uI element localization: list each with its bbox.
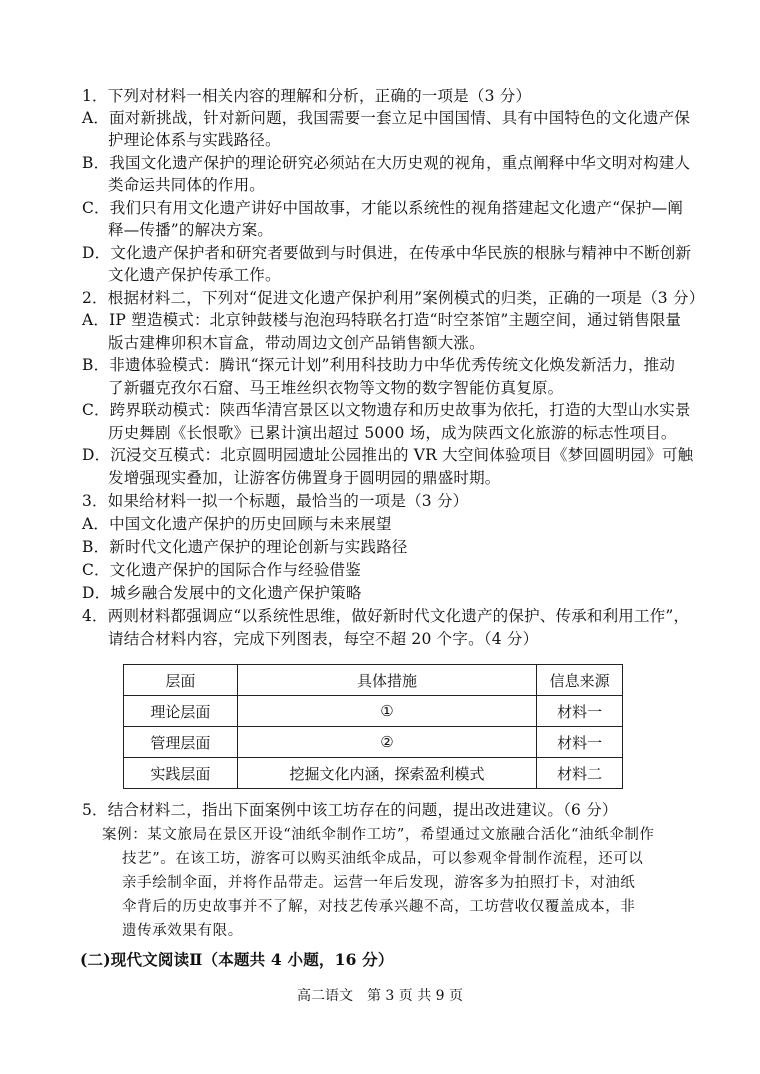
- q4-table: [123, 664, 623, 789]
- q1-option-b: B．我国文化遗产保护的理论研究必须站在大历史观的视角，重点阐释中华文明对构建人: [82, 154, 691, 172]
- table-header-cell: 信息来源: [537, 665, 623, 696]
- q2-option-d-cont: 发增强现实叠加，让游客仿佛置身于圆明园的鼎盛时期。: [108, 469, 501, 487]
- q3-option-b: B．新时代文化遗产保护的理论创新与实践路径: [82, 538, 408, 556]
- table-cell: 管理层面: [124, 727, 238, 758]
- q5-case-text: 案例：某文旅局在景区开设“油纸伞制作工坊”，希望通过文旅融合活化“油纸伞制作: [102, 827, 655, 843]
- table-header-row: [124, 665, 623, 696]
- q5-case-text-cont: 技艺”。在该工坊，游客可以购买油纸伞成品，可以参观伞骨制作流程，还可以: [122, 851, 644, 867]
- table-cell: 材料二: [537, 758, 623, 789]
- q2-option-a: A．IP 塑造模式：北京钟鼓楼与泡泡玛特联名打造“时空茶馆”主题空间，通过销售限量: [82, 311, 682, 329]
- q1-option-a: A．面对新挑战，针对新问题，我国需要一套立足中国国情、具有中国特色的文化遗产保: [82, 109, 690, 127]
- q1-option-c: C．我们只有用文化遗产讲好中国故事，才能以系统性的视角搭建起文化遗产“保护—阐: [82, 199, 684, 217]
- q5-case-text-cont: 亲手绘制伞面，并将作品带走。运营一年后发现，游客多为拍照打卡，对油纸: [122, 875, 636, 891]
- question-2-stem: 2．根据材料二，下列对“促进文化遗产保护利用”案例模式的归类，正确的一项是（3 分）: [82, 289, 705, 307]
- q2-option-d: D．沉浸交互模式：北京圆明园遗址公园推出的 VR 大空间体验项目《梦回圆明园》可触: [82, 446, 694, 464]
- question-4-stem-cont: 请结合材料内容，完成下列图表，每空不超 20 个字。（4 分）: [108, 630, 539, 648]
- table-cell: 实践层面: [124, 758, 238, 789]
- table-cell: 理论层面: [124, 696, 238, 727]
- table-cell: 挖掘文化内涵，探索盈利模式: [237, 758, 536, 789]
- q1-option-a-cont: 护理论体系与实践路径。: [108, 131, 281, 149]
- q1-option-c-cont: 释—传播”的解决方案。: [108, 221, 274, 239]
- table-row: [124, 727, 623, 758]
- q1-option-d-cont: 文化遗产保护传承工作。: [108, 266, 281, 284]
- table-header-cell: 层面: [124, 665, 238, 696]
- table-cell: ②: [237, 727, 536, 758]
- table-cell: 材料一: [537, 696, 623, 727]
- table-row: [124, 758, 623, 789]
- table-header-cell: 具体措施: [237, 665, 536, 696]
- question-4-stem: 4．两则材料都强调应“以系统性思维，做好新时代文化遗产的保护、传承和利用工作”，: [82, 607, 690, 625]
- question-5-stem: 5．结合材料二，指出下面案例中该工坊存在的问题，提出改进建议。（6 分）: [82, 801, 618, 819]
- q2-option-b-cont: 了新疆克孜尔石窟、马王堆丝织衣物等文物的数字智能仿真复原。: [108, 379, 564, 397]
- q2-option-c: C．跨界联动模式：陕西华清宫景区以文物遗存和历史故事为依托，打造的大型山水实景: [82, 401, 691, 419]
- table-cell: 材料一: [537, 727, 623, 758]
- q2-option-c-cont: 历史舞剧《长恨歌》已累计演出超过 5000 场，成为陕西文化旅游的标志性项目。: [108, 424, 677, 442]
- q3-option-a: A．中国文化遗产保护的历史回顾与未来展望: [82, 515, 392, 533]
- q5-case-text-cont: 伞背后的历史故事并不了解，对技艺传承兴趣不高，工坊营收仅覆盖成本，非: [122, 899, 636, 915]
- q2-option-a-cont: 版古建榫卯积木盲盒，带动周边文创产品销售额大涨。: [108, 334, 485, 352]
- q1-option-d: D．文化遗产保护者和研究者要做到与时俱进，在传承中华民族的根脉与精神中不断创新: [82, 244, 692, 262]
- table-row: [124, 696, 623, 727]
- table-cell: ①: [237, 696, 536, 727]
- q5-case-text-cont: 遗传承效果有限。: [122, 923, 243, 939]
- question-3-stem: 3．如果给材料一拟一个标题，最恰当的一项是（3 分）: [82, 492, 469, 510]
- q2-option-b: B．非遗体验模式：腾讯“探元计划”利用科技助力中华优秀传统文化焕发新活力，推动: [82, 356, 676, 374]
- q1-option-b-cont: 类命运共同体的作用。: [108, 176, 266, 194]
- q3-option-d: D．城乡融合发展中的文化遗产保护策略: [82, 584, 362, 602]
- question-1-stem: 1．下列对材料一相关内容的理解和分析，正确的一项是（3 分）: [82, 87, 532, 105]
- q3-option-c: C．文化遗产保护的国际合作与经验借鉴: [82, 561, 361, 579]
- section-heading: (二)现代文阅读Ⅱ（本题共 4 小题，16 分）: [80, 950, 394, 969]
- page-footer: 高二语文 第 3 页 共 9 页: [296, 988, 464, 1004]
